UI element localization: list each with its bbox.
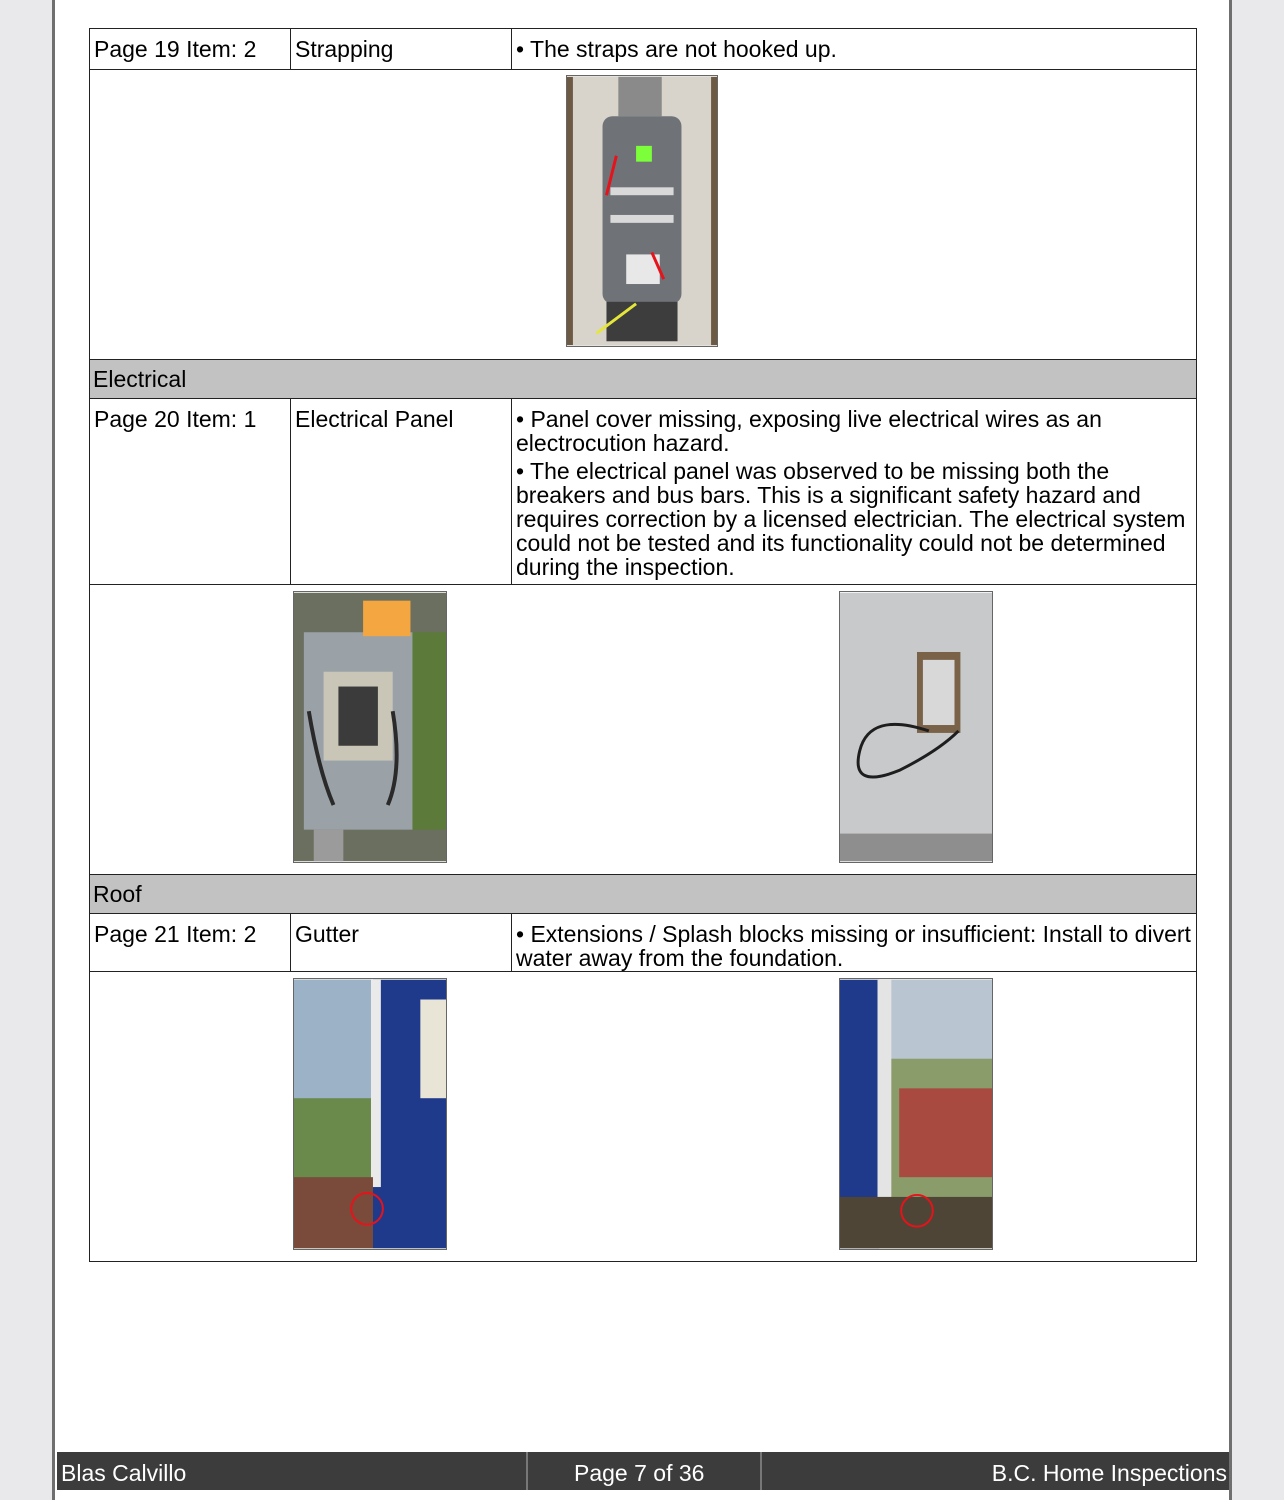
item-name: Strapping: [291, 29, 512, 70]
photo-row: [90, 70, 1197, 360]
summary-table: [89, 28, 1197, 1262]
item-note: • The straps are not hooked up.: [512, 29, 1197, 70]
page-footer: [57, 1452, 1229, 1490]
item-note: • Extensions / Splash blocks missing or insufficient: Install to divert water away from the foundation.: [512, 914, 1197, 972]
item-name: Gutter: [291, 914, 512, 972]
footer-inspector-name: Blas Calvillo: [61, 1460, 187, 1486]
footer-page-number: Page 7 of 36: [574, 1460, 705, 1486]
photo-row: [90, 972, 1197, 1262]
section-header-roof: Roof: [90, 875, 1197, 914]
water-heater-photo: [566, 75, 718, 347]
item-reference: Page 21 Item: 2: [90, 914, 291, 972]
item-name: Electrical Panel: [291, 399, 512, 585]
downspout-photo-2: [839, 978, 993, 1250]
downspout-photo-1: [293, 978, 447, 1250]
table-row: [90, 914, 1197, 972]
table-row: [90, 29, 1197, 70]
item-reference: Page 19 Item: 2: [90, 29, 291, 70]
item-note: • The electrical panel was observed to be missing both the breakers and bus bars. This is a significant safety hazard and requires correction by a licensed electrician. The electrical system could not be tested and its functionality could not be determined during the inspection.: [516, 458, 1186, 580]
electrical-panel-photo: [293, 591, 447, 863]
open-wall-box-photo: [839, 591, 993, 863]
footer-company-name: B.C. Home Inspections: [991, 1460, 1227, 1486]
item-notes: [512, 399, 1197, 585]
section-header-electrical: Electrical: [90, 360, 1197, 399]
item-note: • Panel cover missing, exposing live electrical wires as an electrocution hazard.: [516, 406, 1102, 456]
item-reference: Page 20 Item: 1: [90, 399, 291, 585]
photo-row: [90, 585, 1197, 875]
table-row: [90, 399, 1197, 585]
